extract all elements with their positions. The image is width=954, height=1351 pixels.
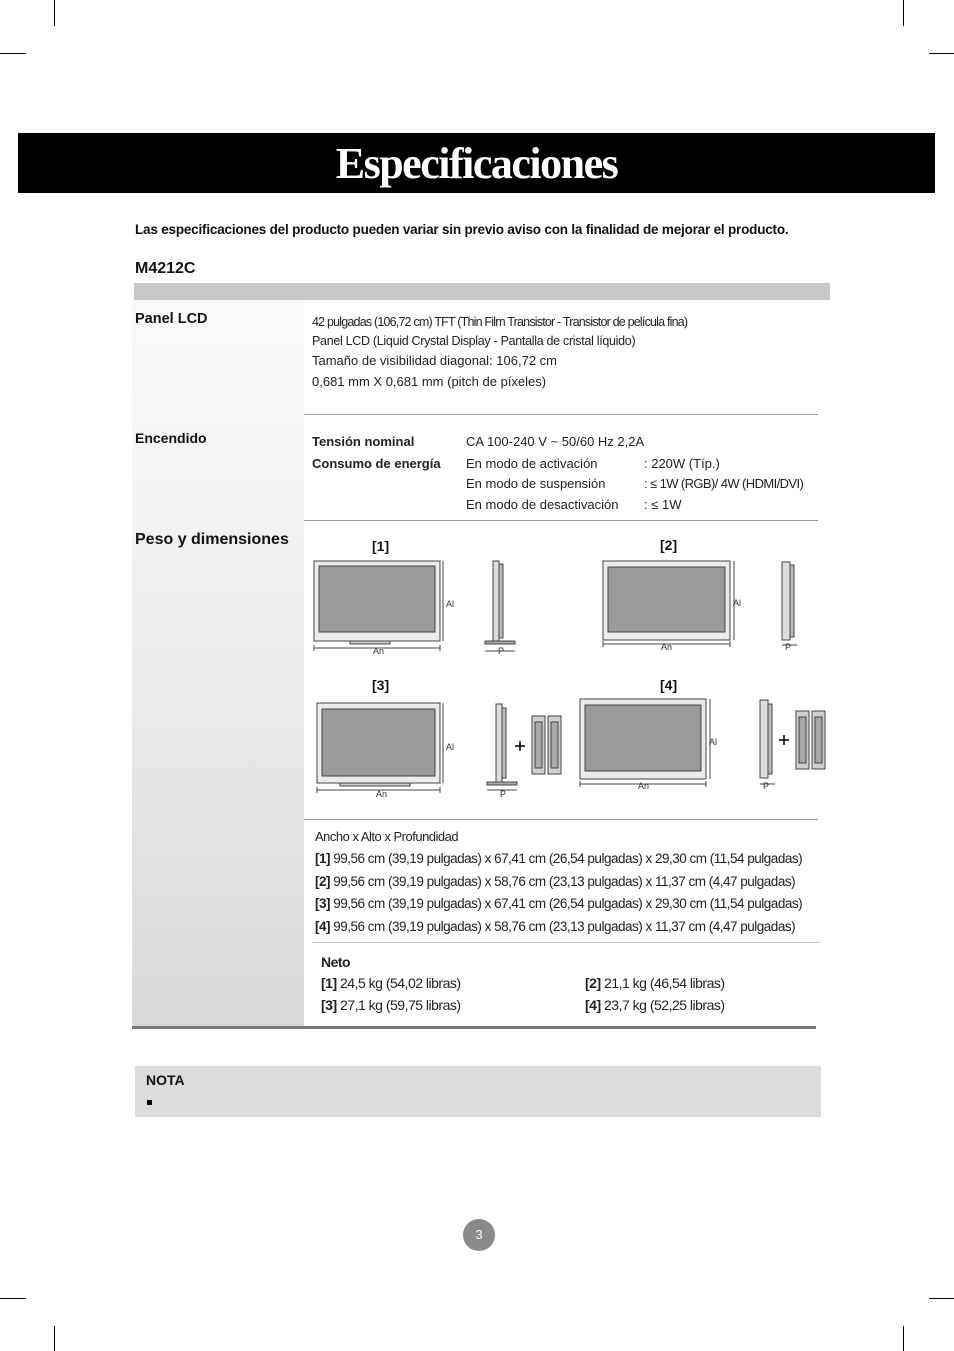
nota-title: NOTA (146, 1072, 185, 1088)
weight-value-3: 27,1 kg (59,75 libras) (340, 997, 461, 1013)
weight-1 (321, 975, 461, 991)
bullet-icon (147, 1100, 152, 1105)
dim-depth-4: P (763, 781, 770, 791)
figure-label-2: [2] (660, 537, 678, 553)
speaker-4 (796, 711, 825, 769)
figure-label-3: [3] (372, 677, 390, 693)
mode-suspend-value: : ≤ 1W (RGB)/ 4W (HDMI/DVI) (644, 476, 804, 491)
weight-value-2: 21,1 kg (46,54 libras) (604, 975, 725, 991)
page-number: 3 (463, 1219, 495, 1251)
power-label: Encendido (135, 430, 207, 446)
monitor-1-side (485, 561, 515, 651)
panel-lcd-label: Panel LCD (135, 311, 208, 327)
monitor-3-front (317, 703, 443, 793)
rated-voltage-label: Tensión nominal (312, 434, 415, 449)
monitor-4-front (580, 699, 710, 787)
divider (304, 819, 818, 820)
speaker-3 (532, 716, 561, 774)
nota-box (135, 1066, 821, 1117)
dims-id-3: [3] (315, 896, 330, 911)
dim-height-4: Al (709, 737, 718, 747)
table-bottom-rule (132, 1026, 816, 1029)
dims-id-4: [4] (315, 919, 330, 934)
weight-4 (585, 997, 725, 1013)
mode-suspend: En modo de suspensión (466, 476, 606, 491)
figure-label-4: [4] (660, 677, 678, 693)
dims-value-1: 99,56 cm (39,19 pulgadas) x 67,41 cm (26,54 pulgadas) x 29,30 cm (11,54 pulgadas) (333, 851, 803, 866)
dim-width-4: An (638, 781, 650, 791)
dim-height-3: Al (446, 742, 455, 752)
weight-id-2: [2] (585, 975, 601, 991)
dim-depth-2: P (785, 642, 792, 652)
rated-voltage-value: CA 100-240 V ~ 50/60 Hz 2,2A (466, 434, 645, 449)
panel-lcd-line4: 0,681 mm X 0,681 mm (pitch de píxeles) (312, 374, 547, 389)
weight-2 (585, 975, 725, 991)
weight-id-3: [3] (321, 997, 337, 1013)
dim-depth-3: P (500, 789, 507, 799)
weight-dims-label: Peso y dimensiones (135, 531, 289, 548)
dims-row-1 (315, 851, 802, 866)
dim-height-2: Al (733, 598, 742, 608)
dims-id-2: [2] (315, 874, 330, 889)
dim-height-1: Al (446, 599, 455, 609)
weight-id-4: [4] (585, 997, 601, 1013)
dims-value-2: 99,56 cm (39,19 pulgadas) x 58,76 cm (23,13 pulgadas) x 11,37 cm (4,47 pulgadas) (333, 874, 796, 889)
monitor-1-front (314, 561, 443, 651)
dims-value-3: 99,56 cm (39,19 pulgadas) x 67,41 cm (26,54 pulgadas) x 29,30 cm (11,54 pulgadas) (333, 896, 803, 911)
net-label: Neto (321, 954, 351, 970)
model-name: M4212C (135, 260, 196, 277)
power-consumption-label: Consumo de energía (312, 456, 441, 471)
mode-active: En modo de activación (466, 456, 598, 471)
dim-width-3: An (376, 789, 388, 799)
dim-width-1: An (373, 646, 385, 656)
weight-value-4: 23,7 kg (52,25 libras) (604, 997, 725, 1013)
dims-row-3 (315, 896, 802, 911)
page-title: Especificaciones (335, 138, 618, 188)
dims-value-4: 99,56 cm (39,19 pulgadas) x 58,76 cm (23,13 pulgadas) x 11,37 cm (4,47 pulgadas) (333, 919, 796, 934)
dims-row-2 (315, 874, 795, 889)
weight-value-1: 24,5 kg (54,02 libras) (340, 975, 461, 991)
monitor-2-front (603, 561, 734, 647)
weight-3 (321, 997, 461, 1013)
monitor-4-side (760, 700, 775, 784)
dim-width-2: An (661, 642, 673, 652)
panel-lcd-line2: Panel LCD (Liquid Crystal Display - Pantalla de cristal líquido) (312, 334, 636, 348)
divider (312, 942, 820, 943)
dims-id-1: [1] (315, 851, 330, 866)
monitor-3-side (487, 704, 517, 790)
weight-id-1: [1] (321, 975, 337, 991)
dim-depth-1: P (498, 646, 505, 656)
figure-label-1: [1] (372, 538, 390, 554)
dims-row-4 (315, 919, 795, 934)
intro-text: Las especificaciones del producto pueden variar sin previo aviso con la finalidad de mejorar el producto. (135, 222, 789, 237)
panel-lcd-line1: 42 pulgadas (106,72 cm) TFT (Thin Film Transistor - Transistor de película fina) (312, 315, 688, 329)
mode-active-value: : 220W (Típ.) (644, 456, 720, 471)
monitor-2-side (782, 562, 797, 645)
dims-header: Ancho x Alto x Profundidad (315, 829, 459, 844)
mode-off: En modo de desactivación (466, 497, 619, 512)
mode-off-value: : ≤ 1W (644, 497, 682, 512)
panel-lcd-line3: Tamaño de visibilidad diagonal: 106,72 cm (312, 353, 557, 368)
